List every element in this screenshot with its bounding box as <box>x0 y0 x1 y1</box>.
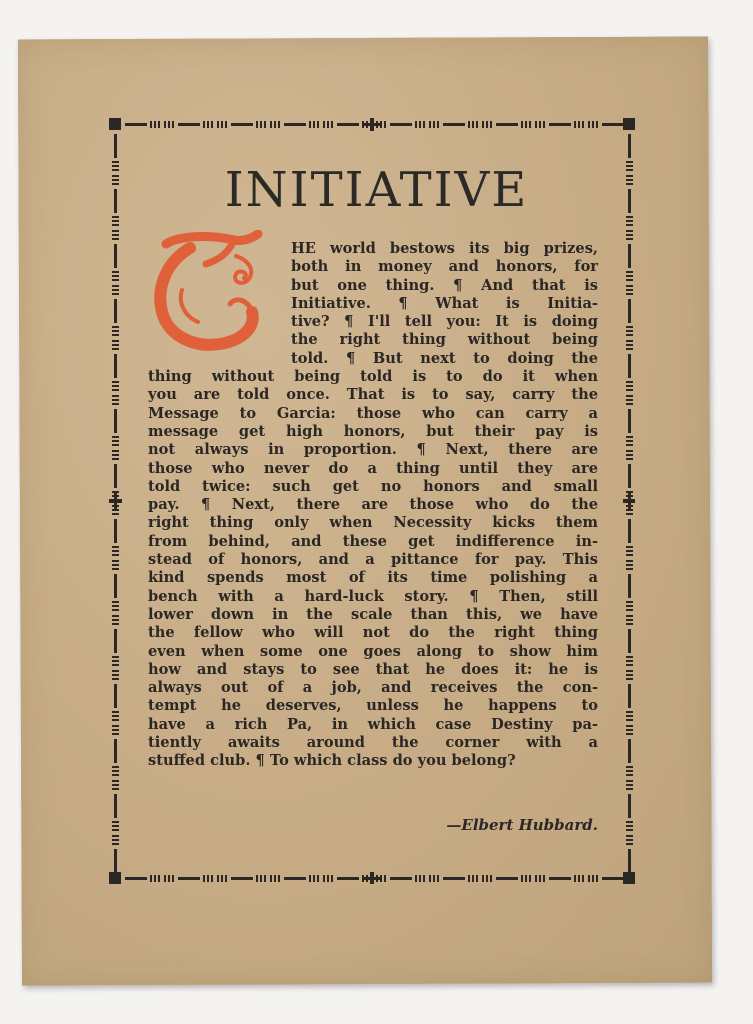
body-line: told. ¶ But next to doing the <box>291 349 598 367</box>
body-line: message get high honors, but their pay is <box>148 422 598 440</box>
body-line: tempt he deserves, unless he happens to <box>148 697 598 715</box>
body-line: stead of honors, and a pittance for pay. This <box>148 551 598 569</box>
body-line: kind spends most of its time polishing a <box>148 569 598 587</box>
body-line: always out of a job, and receives the con- <box>148 679 598 697</box>
body-line: the fellow who will not do the right thing <box>148 624 598 642</box>
body-text <box>148 240 598 771</box>
body-line: pay. ¶ Next, there are those who do the <box>148 496 598 514</box>
body-line: stuffed club. ¶ To which class do you belong? <box>148 752 516 770</box>
body-line: both in money and honors, for <box>291 258 598 276</box>
body-line: have a rich Pa, in which case Destiny pa- <box>148 715 598 733</box>
body-line: Message to Garcia: those who can carry a <box>148 404 598 422</box>
body-line: thing without being told is to do it when <box>148 368 598 386</box>
body-line: from behind, and these get indifference in- <box>148 532 598 550</box>
body-line: the right thing without being <box>291 331 598 349</box>
page-title: INITIATIVE <box>224 162 529 218</box>
body-line: tive? ¶ I'll tell you: It is doing <box>291 313 598 331</box>
body-line: right thing only when Necessity kicks them <box>148 514 598 532</box>
body-line: those who never do a thing until they are <box>148 459 598 477</box>
body-line: bench with a hard-luck story. ¶ Then, still <box>148 587 598 605</box>
body-line: tiently awaits around the corner with a <box>148 734 598 752</box>
body-line: not always in proportion. ¶ Next, there are <box>148 441 598 459</box>
body-line: Initiative. ¶ What is Initia- <box>291 294 598 312</box>
body-line: you are told once. That is to say, carry the <box>148 386 598 404</box>
body-line: how and stays to see that he does it: he is <box>148 660 598 678</box>
body-line: but one thing. ¶ And that is <box>291 276 598 294</box>
body-line: HE world bestows its big prizes, <box>291 240 598 257</box>
body-line: lower down in the scale than this, we have <box>148 605 598 623</box>
body-line: even when some one goes along to show him <box>148 642 598 660</box>
body-line: told twice: such get no honors and small <box>148 477 598 495</box>
signature: —Elbert Hubbard. <box>446 816 598 834</box>
